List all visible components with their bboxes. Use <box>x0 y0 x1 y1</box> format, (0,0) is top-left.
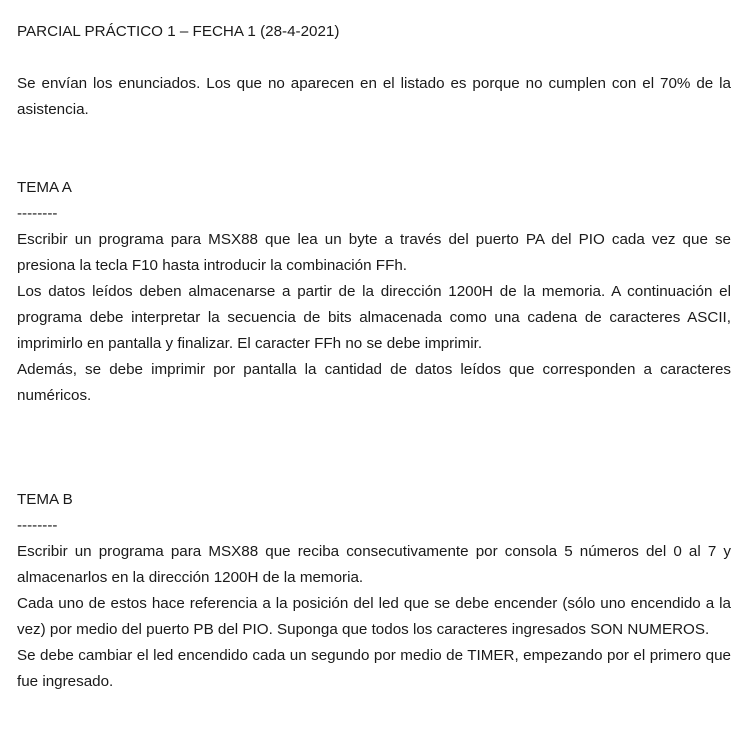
tema-b-paragraph-2: Cada uno de estos hace referencia a la posición del led que se debe encender (sólo uno encendido a la vez) por medio del puerto PB del PIO. Suponga que todos los caracteres ingresados SON NUMEROS. <box>17 595 731 638</box>
tema-a-paragraph-2: Los datos leídos deben almacenarse a partir de la dirección 1200H de la memoria. A continuación el programa debe interpretar la secuencia de bits almacenada como una cadena de caracteres ASCII, imprimirlo en pantalla y finalizar. El caracter FFh no se debe imprimir. <box>17 283 731 352</box>
tema-b-paragraph-3: Se debe cambiar el led encendido cada un segundo por medio de TIMER, empezando por el primero que fue ingresado. <box>17 647 731 690</box>
document-title: PARCIAL PRÁCTICO 1 – FECHA 1 (28-4-2021) <box>17 23 340 40</box>
tema-b-section <box>17 487 731 695</box>
document-page <box>17 19 731 695</box>
tema-b-heading: TEMA B <box>17 491 73 508</box>
tema-a-separator: -------- <box>17 205 58 222</box>
tema-b-separator: -------- <box>17 517 58 534</box>
intro-paragraph: Se envían los enunciados. Los que no aparecen en el listado es porque no cumplen con el 70% de la asistencia. <box>17 75 731 118</box>
tema-a-section <box>17 175 731 409</box>
tema-a-paragraph-1: Escribir un programa para MSX88 que lea un byte a través del puerto PA del PIO cada vez que se presiona la tecla F10 hasta introducir la combinación FFh. <box>17 231 731 274</box>
tema-a-paragraph-3: Además, se debe imprimir por pantalla la cantidad de datos leídos que corresponden a caracteres numéricos. <box>17 361 731 404</box>
section-spacer <box>17 409 731 487</box>
tema-a-heading: TEMA A <box>17 179 72 196</box>
tema-b-paragraph-1: Escribir un programa para MSX88 que reciba consecutivamente por consola 5 números del 0 al 7 y almacenarlos en la dirección 1200H de la memoria. <box>17 543 731 586</box>
